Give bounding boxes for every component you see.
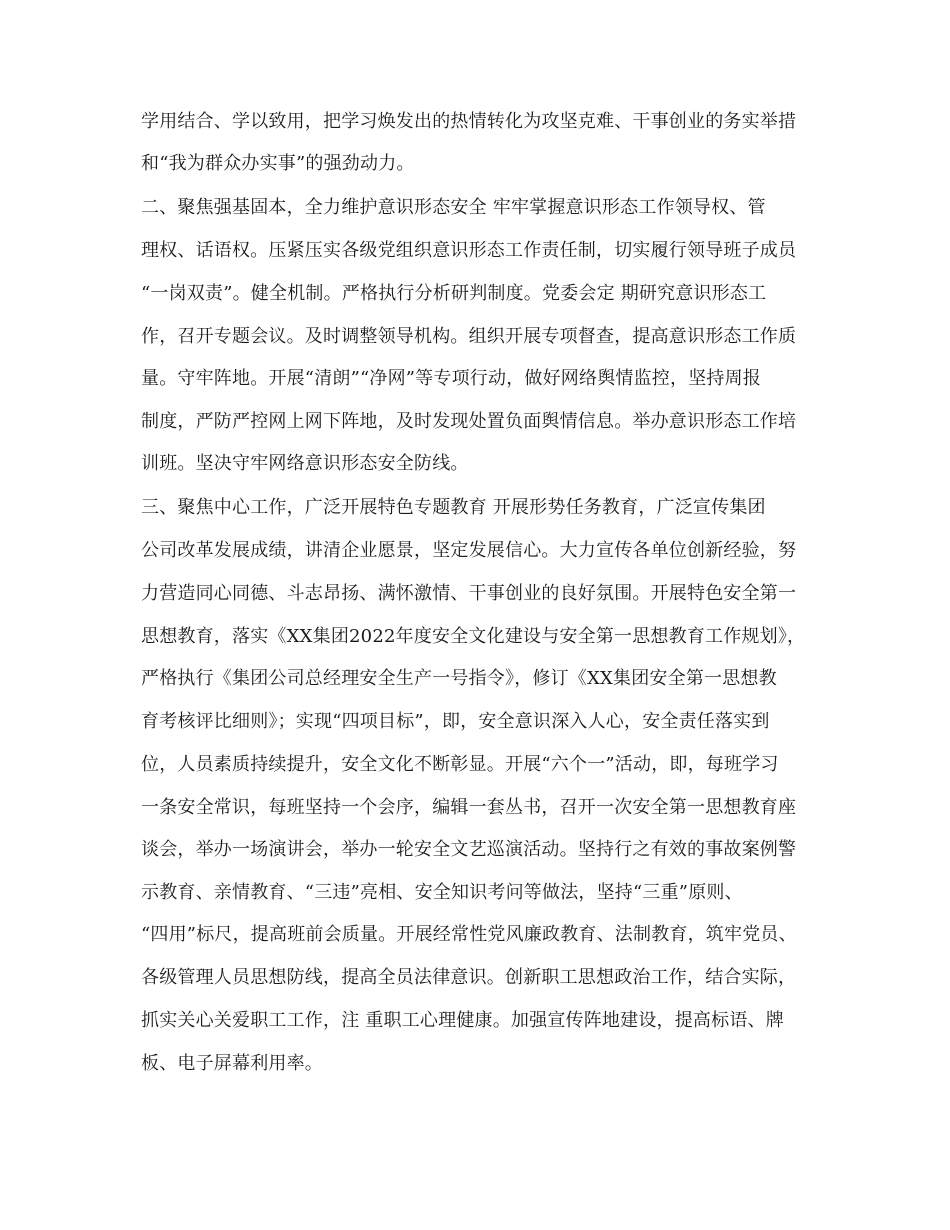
text-line: 一条安全常识，每班坚持一个会序，编辑一套丛书，召开一次安全第一思想教育座 <box>141 797 797 818</box>
text-line: 思想教育，落实《XX集团2022年度安全文化建设与安全第一思想教育工作规划》， <box>141 626 806 647</box>
text-line: 示教育、亲情教育、“三违”亮相、安全知识考问等做法，坚持“三重”原则、 <box>141 882 743 903</box>
text-line: “四用”标尺，提高班前会质量。开展经常性党风廉政教育、法制教育，筑牢党员、 <box>141 924 797 945</box>
text-line: 理权、话语权。压紧压实各级党组织意识形态工作责任制，切实履行领导班子成员 <box>141 240 797 261</box>
text-line: 和“我为群众办实事”的强劲动力。 <box>141 153 415 174</box>
text-line: 育考核评比细则》；实现“四项目标”，即，安全意识深入人心，安全责任落实到 <box>141 711 770 732</box>
text-line: 作，召开专题会议。及时调整领导机构。组织开展专项督查，提高意识形态工作质 <box>141 326 797 347</box>
text-line: 量。守牢阵地。开展“清朗”“净网”等专项行动，做好网络舆情监控，坚持周报 <box>141 368 762 389</box>
text-line: 制度，严防严控网上网下阵地，及时发现处置负面舆情信息。举办意识形态工作培 <box>141 411 797 432</box>
text-line: 严格执行《集团公司总经理安全生产一号指令》，修订《XX集团安全第一思想教 <box>141 668 777 689</box>
text-line: 训班。坚决守牢网络意识形态安全防线。 <box>141 453 469 474</box>
text-line: “一岗双责”。健全机制。严格执行分析研判制度。党委会定 期研究意识形态工 <box>141 283 767 304</box>
text-line: 公司改革发展成绩，讲清企业愿景，坚定发展信心。大力宣传各单位创新经验，努 <box>141 540 797 561</box>
text-line: 板、电子屏幕利用率。 <box>141 1053 323 1074</box>
section-heading-line: 三、聚焦中心工作，广泛开展特色专题教育 开展形势任务教育，广泛宣传集团 <box>141 497 766 518</box>
text-line: 各级管理人员思想防线，提高全员法律意识。创新职工思想政治工作，结合实际， <box>141 967 797 988</box>
text-line: 抓实关心关爱职工工作，注 重职工心理健康。加强宣传阵地建设，提高标语、牌 <box>141 1010 784 1031</box>
text-line: 谈会，举办一场演讲会，举办一轮安全文艺巡演活动。坚持行之有效的事故案例警 <box>141 839 797 860</box>
text-line: 学用结合、学以致用，把学习焕发出的热情转化为攻坚克难、干事创业的务实举措 <box>141 111 797 132</box>
text-line: 位，人员素质持续提升，安全文化不断彰显。开展“六个一”活动，即，每班学习 <box>141 754 779 775</box>
section-heading-line: 二、聚焦强基固本，全力维护意识形态安全 牢牢掌握意识形态工作领导权、管 <box>141 197 766 218</box>
text-line: 力营造同心同德、斗志昂扬、满怀激情、干事创业的良好氛围。开展特色安全第一 <box>141 583 797 604</box>
